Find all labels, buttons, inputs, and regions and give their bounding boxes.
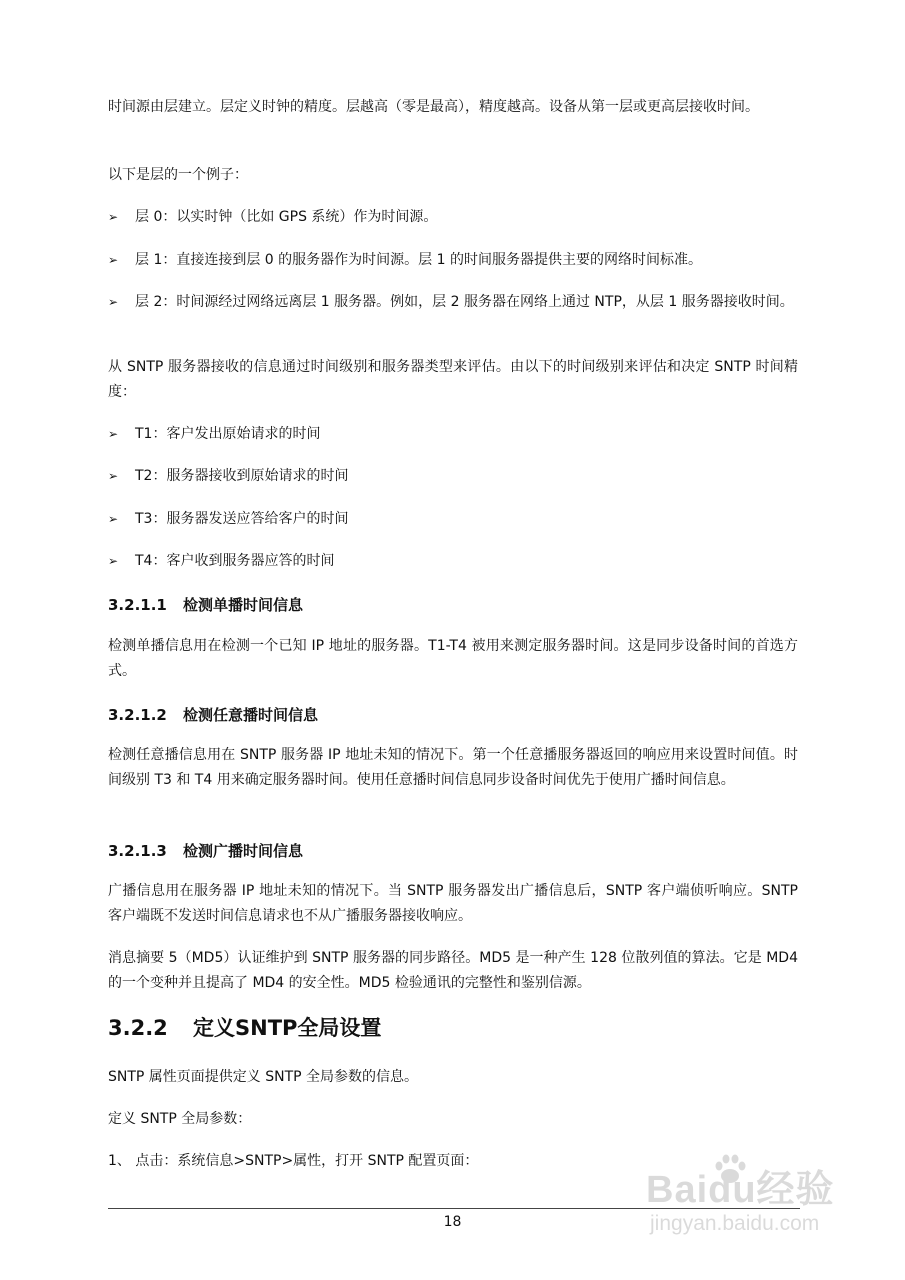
list-item-text: T4：客户收到服务器应答的时间 [135,553,335,569]
list-item [108,507,825,532]
list-item [108,549,825,574]
list-item [108,290,825,315]
section-title: 检测广播时间信息 [183,842,304,860]
list-item-text: 层 1：直接连接到层 0 的服务器作为时间源。层 1 的时间服务器提供主要的网络时间标准。 [135,252,702,268]
list-item-text: T2：服务器接收到原始请求的时间 [135,468,349,484]
strata-intro: 以下是层的一个例子： [108,167,248,183]
bullet-arrow-icon: ➢ [108,210,119,224]
bullet-arrow-icon: ➢ [108,512,119,526]
list-item-text: T1：客户发出原始请求的时间 [135,426,321,442]
list-item [108,464,825,489]
md5-paragraph: 消息摘要 5（MD5）认证维护到 SNTP 服务器的同步路径。MD5 是一种产生 128 位散列值的算法。它是 MD4 的一个变种并且提高了 MD4 的安全性。MD5 检验通讯的完整性和鉴别信源。 [108,950,798,991]
bullet-arrow-icon: ➢ [108,253,119,267]
intro-paragraph: 时间源由层建立。层定义时钟的精度。层越高（零是最高），精度越高。设备从第一层或更高层接收时间。 [108,99,759,115]
subsection-heading [108,1013,798,1043]
section-title: 检测单播时间信息 [183,596,304,614]
watermark-brand: Baidu经验 [646,1169,835,1211]
section-heading [108,704,798,726]
list-item-text: 层 0：以实时钟（比如 GPS 系统）作为时间源。 [135,209,438,225]
bullet-arrow-icon: ➢ [108,295,119,309]
list-item-text: 层 2：时间源经过网络远离层 1 服务器。例如，层 2 服务器在网络上通过 NTP，从层 1 服务器接收时间。 [135,294,794,310]
bullet-arrow-icon: ➢ [108,469,119,483]
section-number: 3.2.1.1 [108,596,167,614]
page-number: 18 [443,1214,462,1230]
section-heading [108,840,798,862]
evaluation-paragraph: 从 SNTP 服务器接收的信息通过时间级别和服务器类型来评估。由以下的时间级别来评估和决定 SNTP 时间精度： [108,359,798,400]
section-body: 检测单播信息用在检测一个已知 IP 地址的服务器。T1-T4 被用来测定服务器时间。这是同步设备时间的首选方式。 [108,638,798,679]
list-item [108,205,825,230]
section-title: 定义SNTP全局设置 [193,1016,382,1040]
sntp-properties-paragraph: SNTP 属性页面提供定义 SNTP 全局参数的信息。 [108,1069,419,1085]
list-item [108,248,825,273]
step-one-paragraph: 1、 点击：系统信息>SNTP>属性，打开 SNTP 配置页面： [108,1153,479,1169]
list-item-text: T3：服务器发送应答给客户的时间 [135,511,349,527]
footer-divider [108,1208,800,1209]
section-number: 3.2.2 [108,1016,168,1040]
section-body: 广播信息用在服务器 IP 地址未知的情况下。当 SNTP 服务器发出广播信息后，SNTP 客户端侦听响应。SNTP 客户端既不发送时间信息请求也不从广播服务器接收响应。 [108,883,798,924]
section-title: 检测任意播时间信息 [183,706,319,724]
section-heading [108,594,798,616]
bullet-arrow-icon: ➢ [108,554,119,568]
section-number: 3.2.1.2 [108,706,167,724]
define-params-paragraph: 定义 SNTP 全局参数： [108,1111,252,1127]
watermark-site: jingyan.baidu.com [650,1212,820,1235]
list-item [108,422,825,447]
section-body: 检测任意播信息用在 SNTP 服务器 IP 地址未知的情况下。第一个任意播服务器返回的响应用来设置时间值。时间级别 T3 和 T4 用来确定服务器时间。使用任意播时间信息同步设备时间优先于使用广播时间信息。 [108,747,798,788]
section-number: 3.2.1.3 [108,842,167,860]
bullet-arrow-icon: ➢ [108,427,119,441]
